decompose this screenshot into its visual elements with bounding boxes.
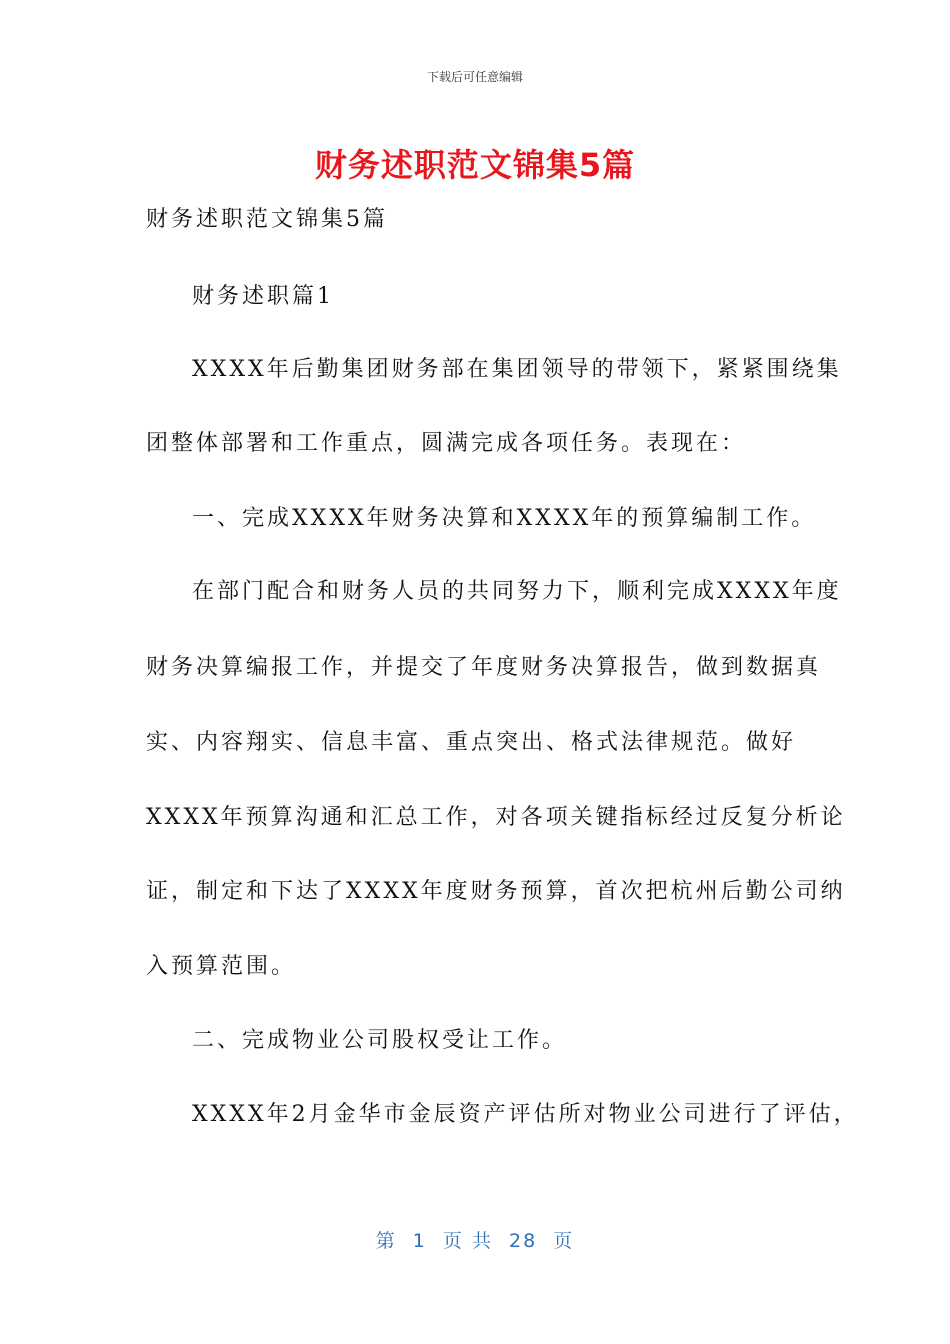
paragraph-line: 入预算范围。 — [146, 954, 297, 979]
paragraph-line: 二、完成物业公司股权受让工作。 — [192, 1028, 568, 1053]
paragraph-line: 在部门配合和财务人员的共同努力下，顺利完成XXXX年度 — [192, 579, 842, 604]
paragraph-line: XXXX年预算沟通和汇总工作，对各项关键指标经过反复分析论 — [146, 805, 846, 830]
paragraph-line: 团整体部署和工作重点，圆满完成各项任务。表现在： — [146, 431, 747, 456]
document-title: 财务述职范文锦集5篇 — [314, 146, 636, 184]
paragraph-line: 实、内容翔实、信息丰富、重点突出、格式法律规范。做好 — [146, 730, 797, 755]
paragraph-line: 证，制定和下达了XXXX年度财务预算，首次把杭州后勤公司纳 — [146, 879, 846, 904]
paragraph-line: 财务决算编报工作，并提交了年度财务决算报告，做到数据真 — [146, 655, 822, 680]
paragraph-line: XXXX年2月金华市金辰资产评估所对物业公司进行了评估， — [192, 1102, 859, 1127]
section-heading: 财务述职篇1 — [192, 284, 334, 309]
header-note: 下载后可任意编辑 — [426, 70, 523, 84]
paragraph-line: 一、完成XXXX年财务决算和XXXX年的预算编制工作。 — [192, 506, 817, 531]
subtitle-line: 财务述职范文锦集5篇 — [146, 207, 388, 232]
page-number-footer: 第 1 页 共 28 页 — [375, 1230, 575, 1252]
paragraph-line: XXXX年后勤集团财务部在集团领导的带领下，紧紧围绕集 — [192, 357, 842, 382]
